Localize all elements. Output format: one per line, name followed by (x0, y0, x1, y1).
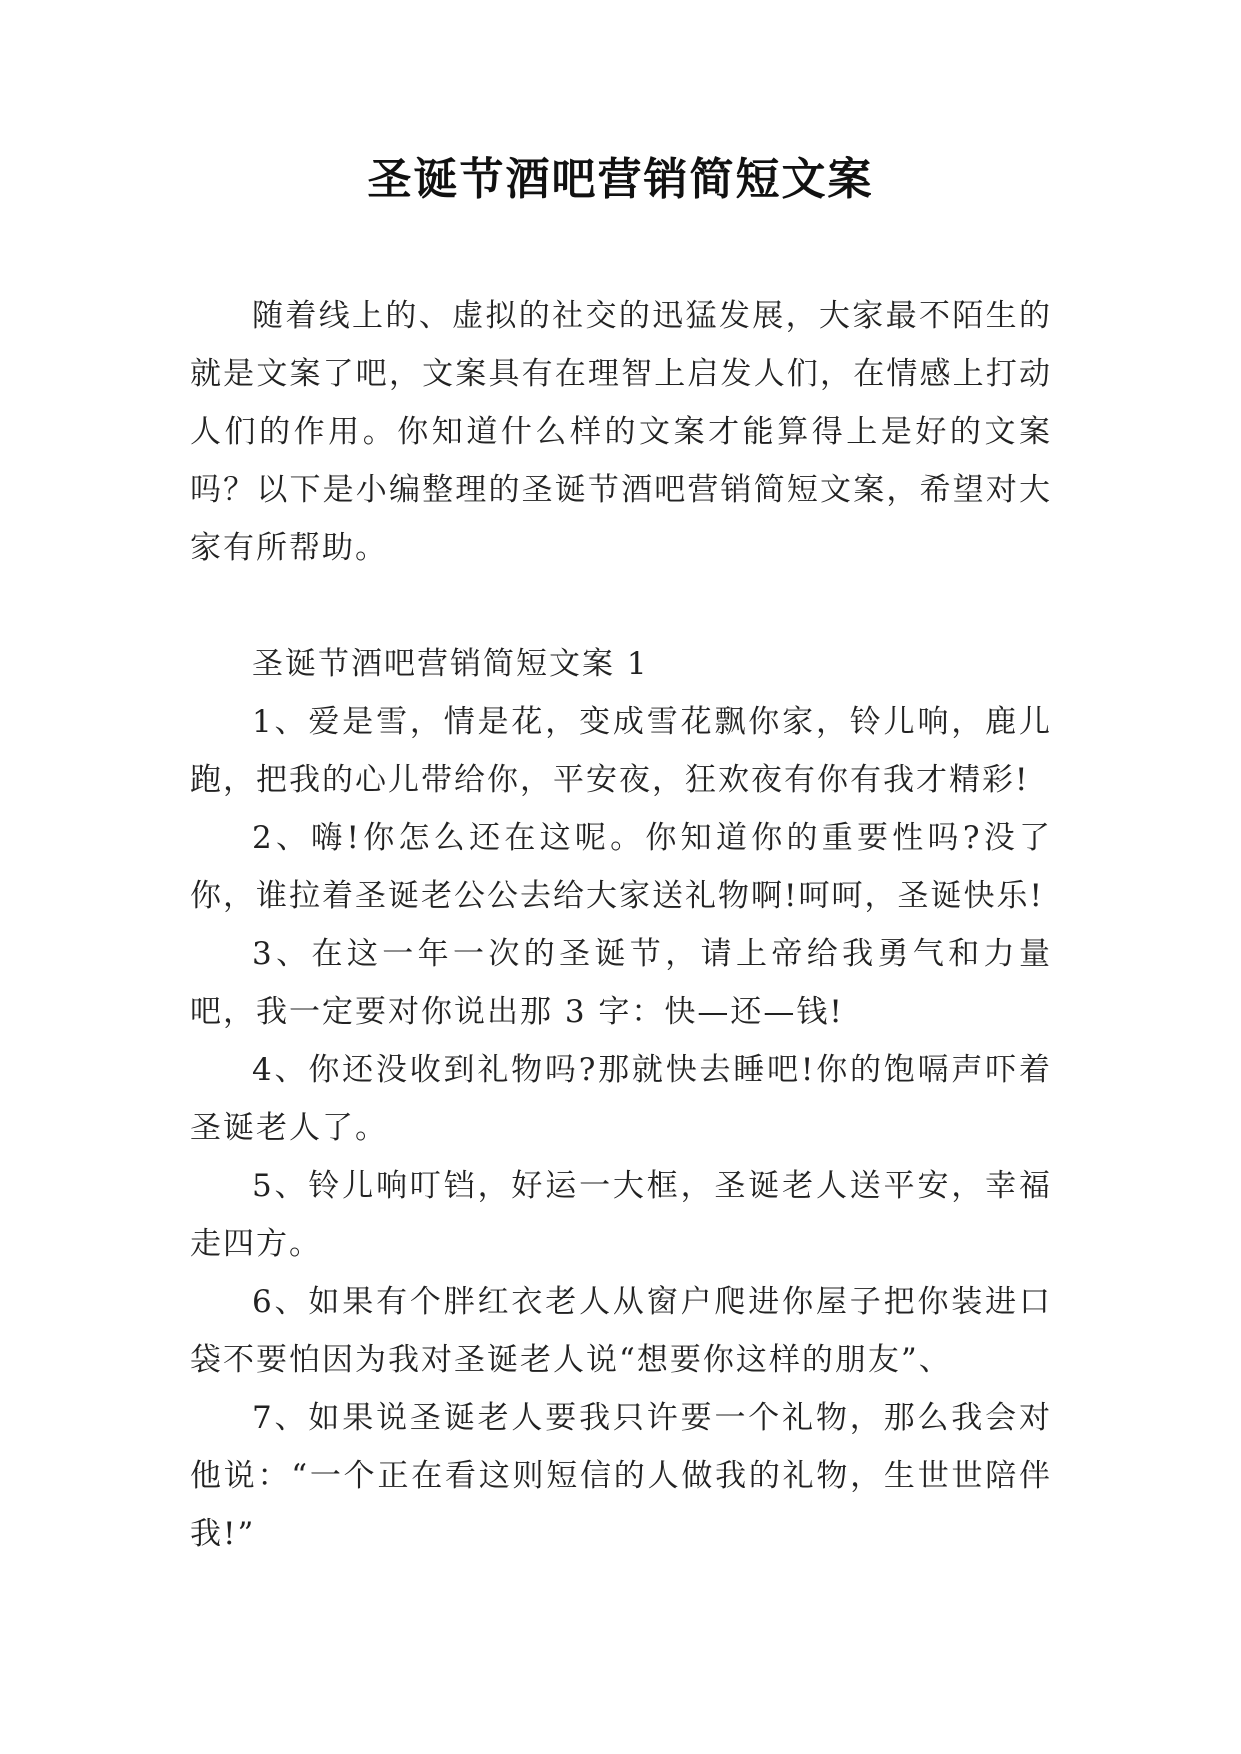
section-heading: 圣诞节酒吧营销简短文案 1 (252, 646, 649, 682)
list-item: 2、嗨!你怎么还在这呢。你知道你的重要性吗?没了你，谁拉着圣诞老公公去给大家送礼物啊!呵呵，圣诞快乐! (190, 820, 1052, 914)
list-item: 4、你还没收到礼物吗?那就快去睡吧!你的饱嗝声吓着圣诞老人了。 (190, 1052, 1052, 1146)
list-item: 1、爱是雪，情是花，变成雪花飘你家，铃儿响，鹿儿跑，把我的心儿带给你，平安夜，狂欢夜有你有我才精彩! (190, 704, 1052, 798)
document-body (190, 287, 1052, 1563)
list-item: 5、铃儿响叮铛，好运一大框，圣诞老人送平安，幸福走四方。 (190, 1168, 1052, 1262)
page-title: 圣诞节酒吧营销简短文案 (367, 154, 874, 205)
list-item: 3、在这一年一次的圣诞节，请上帝给我勇气和力量吧，我一定要对你说出那 3 字：快—还—钱! (190, 936, 1052, 1030)
list-item: 7、如果说圣诞老人要我只许要一个礼物，那么我会对他说：“一个正在看这则短信的人做我的礼物，生世世陪伴我!” (190, 1400, 1052, 1552)
list-item: 6、如果有个胖红衣老人从窗户爬进你屋子把你装进口袋不要怕因为我对圣诞老人说“想要你这样的朋友”、 (190, 1284, 1052, 1378)
intro-paragraph: 随着线上的、虚拟的社交的迅猛发展，大家最不陌生的就是文案了吧，文案具有在理智上启发人们，在情感上打动人们的作用。你知道什么样的文案才能算得上是好的文案吗？以下是小编整理的圣诞节酒吧营销简短文案，希望对大家有所帮助。 (190, 298, 1052, 566)
